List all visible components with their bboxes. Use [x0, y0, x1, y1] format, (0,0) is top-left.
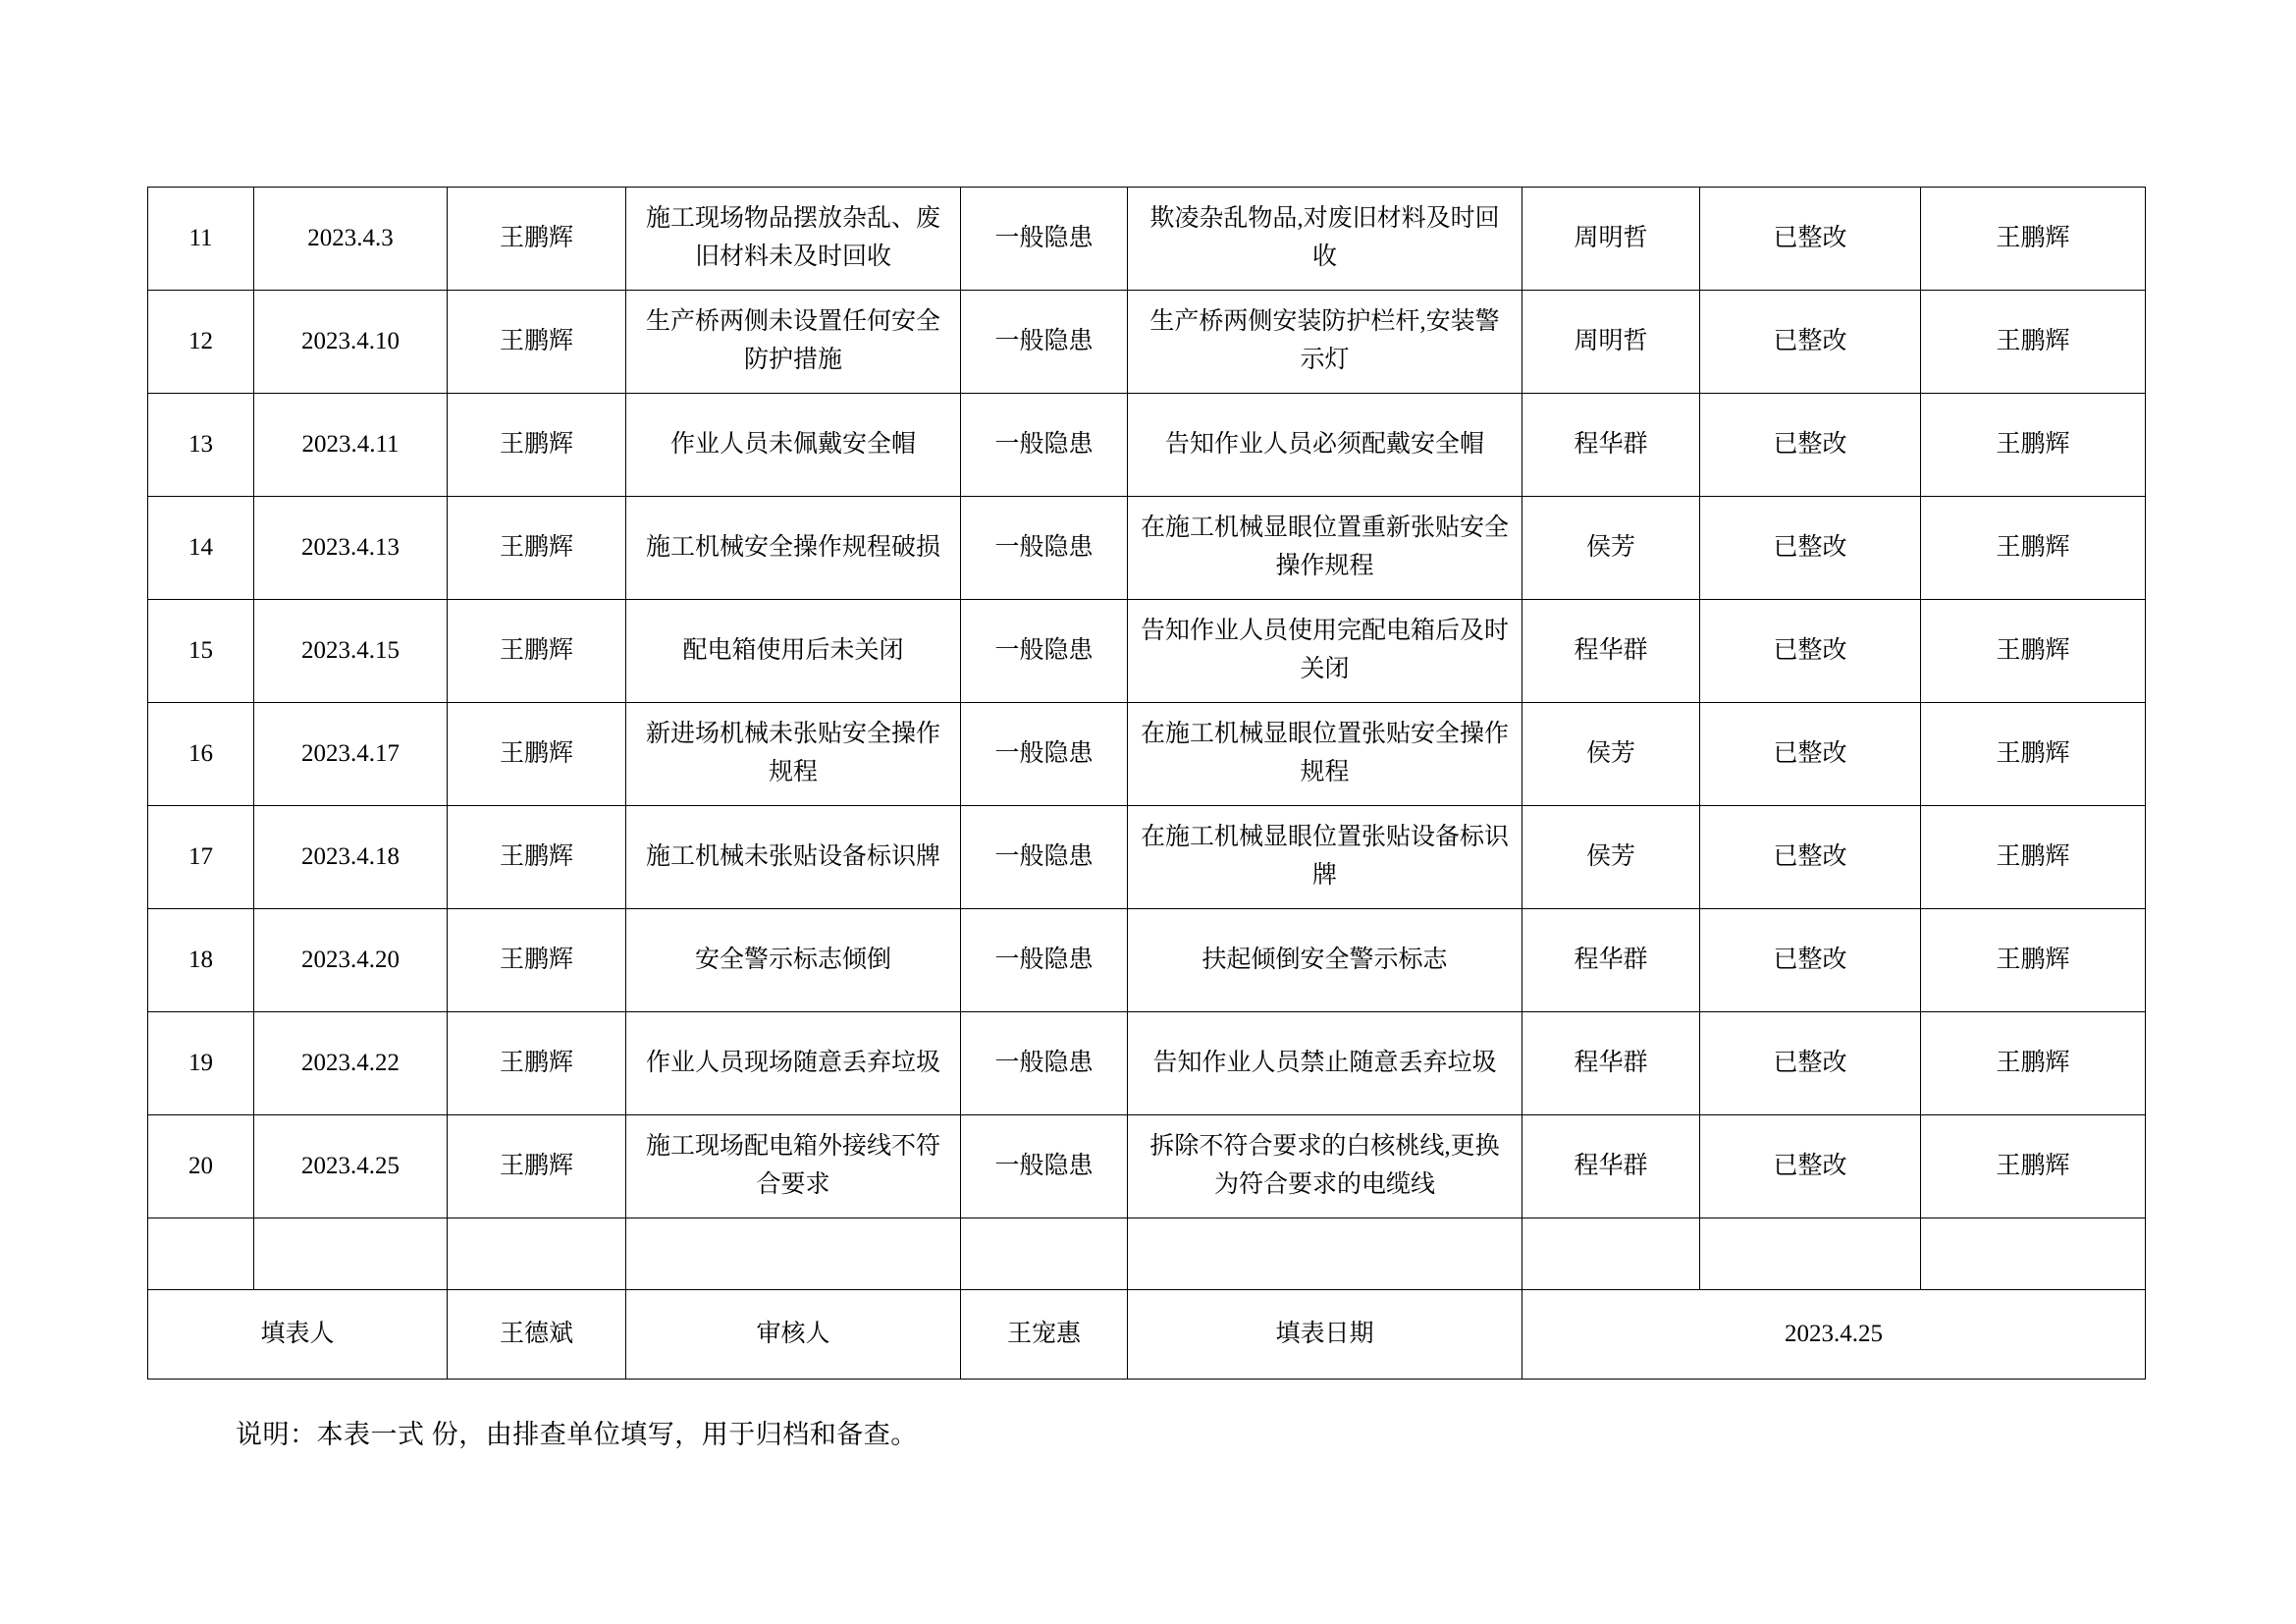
table-row — [148, 291, 2146, 394]
cell-hazard: 新进场机械未张贴安全操作规程 — [626, 703, 961, 806]
cell-hazard: 配电箱使用后未关闭 — [626, 600, 961, 703]
cell-level: 一般隐患 — [961, 1115, 1128, 1218]
cell-level: 一般隐患 — [961, 497, 1128, 600]
cell-verifier: 王鹏辉 — [1921, 909, 2146, 1012]
cell-no: 12 — [148, 291, 254, 394]
cell-no: 14 — [148, 497, 254, 600]
cell-measure: 欺凌杂乱物品,对废旧材料及时回收 — [1128, 188, 1522, 291]
cell-no: 13 — [148, 394, 254, 497]
cell-hazard: 施工现场物品摆放杂乱、废旧材料未及时回收 — [626, 188, 961, 291]
table-row — [148, 188, 2146, 291]
cell-status: 已整改 — [1700, 806, 1921, 909]
cell-date: 2023.4.13 — [254, 497, 448, 600]
cell-person: 程华群 — [1522, 1115, 1700, 1218]
cell-measure: 告知作业人员使用完配电箱后及时关闭 — [1128, 600, 1522, 703]
footer-reviewer-value: 王宠惠 — [961, 1290, 1128, 1380]
cell-date: 2023.4.11 — [254, 394, 448, 497]
table-row — [148, 394, 2146, 497]
cell-status: 已整改 — [1700, 1012, 1921, 1115]
table-row-empty — [148, 1218, 2146, 1290]
cell-checker: 王鹏辉 — [448, 600, 626, 703]
cell-hazard: 作业人员未佩戴安全帽 — [626, 394, 961, 497]
cell-measure: 告知作业人员必须配戴安全帽 — [1128, 394, 1522, 497]
cell-verifier: 王鹏辉 — [1921, 394, 2146, 497]
footer-filler-label: 填表人 — [148, 1290, 448, 1380]
table-row — [148, 600, 2146, 703]
cell-hazard: 施工机械安全操作规程破损 — [626, 497, 961, 600]
footer-date-value: 2023.4.25 — [1522, 1290, 2146, 1380]
cell-checker: 王鹏辉 — [448, 703, 626, 806]
cell-person: 侯芳 — [1522, 497, 1700, 600]
footer-reviewer-label: 审核人 — [626, 1290, 961, 1380]
cell-verifier: 王鹏辉 — [1921, 806, 2146, 909]
cell-measure — [1128, 1218, 1522, 1290]
table-note: 说明：本表一式 份，由排查单位填写，用于归档和备查。 — [236, 1420, 918, 1449]
cell-checker: 王鹏辉 — [448, 806, 626, 909]
cell-date: 2023.4.20 — [254, 909, 448, 1012]
cell-no — [148, 1218, 254, 1290]
cell-level: 一般隐患 — [961, 600, 1128, 703]
cell-measure: 生产桥两侧安装防护栏杆,安装警示灯 — [1128, 291, 1522, 394]
cell-status: 已整改 — [1700, 703, 1921, 806]
cell-checker — [448, 1218, 626, 1290]
cell-date: 2023.4.3 — [254, 188, 448, 291]
footer-date-label: 填表日期 — [1128, 1290, 1522, 1380]
cell-no: 16 — [148, 703, 254, 806]
footer-filler-value: 王德斌 — [448, 1290, 626, 1380]
cell-person: 周明哲 — [1522, 291, 1700, 394]
cell-hazard: 安全警示标志倾倒 — [626, 909, 961, 1012]
cell-date: 2023.4.17 — [254, 703, 448, 806]
cell-level: 一般隐患 — [961, 806, 1128, 909]
cell-person: 程华群 — [1522, 909, 1700, 1012]
cell-hazard: 施工现场配电箱外接线不符合要求 — [626, 1115, 961, 1218]
cell-hazard — [626, 1218, 961, 1290]
table-footer-row — [148, 1290, 2146, 1380]
cell-person: 周明哲 — [1522, 188, 1700, 291]
cell-checker: 王鹏辉 — [448, 909, 626, 1012]
cell-status: 已整改 — [1700, 600, 1921, 703]
cell-level: 一般隐患 — [961, 909, 1128, 1012]
cell-person: 侯芳 — [1522, 806, 1700, 909]
cell-date: 2023.4.25 — [254, 1115, 448, 1218]
cell-person: 程华群 — [1522, 1012, 1700, 1115]
cell-level: 一般隐患 — [961, 291, 1128, 394]
cell-date: 2023.4.15 — [254, 600, 448, 703]
cell-level — [961, 1218, 1128, 1290]
cell-level: 一般隐患 — [961, 394, 1128, 497]
cell-no: 11 — [148, 188, 254, 291]
cell-hazard: 施工机械未张贴设备标识牌 — [626, 806, 961, 909]
hazard-investigation-table — [147, 187, 2146, 1380]
cell-hazard: 作业人员现场随意丢弃垃圾 — [626, 1012, 961, 1115]
cell-verifier: 王鹏辉 — [1921, 1115, 2146, 1218]
cell-person: 程华群 — [1522, 600, 1700, 703]
cell-date — [254, 1218, 448, 1290]
cell-measure: 在施工机械显眼位置重新张贴安全操作规程 — [1128, 497, 1522, 600]
cell-person — [1522, 1218, 1700, 1290]
cell-date: 2023.4.10 — [254, 291, 448, 394]
cell-measure: 告知作业人员禁止随意丢弃垃圾 — [1128, 1012, 1522, 1115]
cell-checker: 王鹏辉 — [448, 394, 626, 497]
cell-level: 一般隐患 — [961, 188, 1128, 291]
cell-verifier: 王鹏辉 — [1921, 188, 2146, 291]
table-row — [148, 1012, 2146, 1115]
cell-verifier: 王鹏辉 — [1921, 497, 2146, 600]
cell-measure: 扶起倾倒安全警示标志 — [1128, 909, 1522, 1012]
cell-date: 2023.4.18 — [254, 806, 448, 909]
cell-status — [1700, 1218, 1921, 1290]
cell-verifier — [1921, 1218, 2146, 1290]
cell-verifier: 王鹏辉 — [1921, 703, 2146, 806]
table-row — [148, 806, 2146, 909]
cell-checker: 王鹏辉 — [448, 497, 626, 600]
cell-no: 17 — [148, 806, 254, 909]
cell-checker: 王鹏辉 — [448, 188, 626, 291]
cell-checker: 王鹏辉 — [448, 1115, 626, 1218]
cell-level: 一般隐患 — [961, 703, 1128, 806]
cell-measure: 在施工机械显眼位置张贴设备标识牌 — [1128, 806, 1522, 909]
cell-no: 15 — [148, 600, 254, 703]
cell-status: 已整改 — [1700, 1115, 1921, 1218]
cell-checker: 王鹏辉 — [448, 291, 626, 394]
cell-verifier: 王鹏辉 — [1921, 1012, 2146, 1115]
cell-no: 20 — [148, 1115, 254, 1218]
cell-measure: 拆除不符合要求的白核桃线,更换为符合要求的电缆线 — [1128, 1115, 1522, 1218]
cell-date: 2023.4.22 — [254, 1012, 448, 1115]
cell-status: 已整改 — [1700, 291, 1921, 394]
cell-status: 已整改 — [1700, 188, 1921, 291]
cell-status: 已整改 — [1700, 497, 1921, 600]
cell-person: 侯芳 — [1522, 703, 1700, 806]
cell-hazard: 生产桥两侧未设置任何安全防护措施 — [626, 291, 961, 394]
table-row — [148, 703, 2146, 806]
cell-measure: 在施工机械显眼位置张贴安全操作规程 — [1128, 703, 1522, 806]
cell-status: 已整改 — [1700, 909, 1921, 1012]
cell-person: 程华群 — [1522, 394, 1700, 497]
table-row — [148, 497, 2146, 600]
cell-status: 已整改 — [1700, 394, 1921, 497]
cell-verifier: 王鹏辉 — [1921, 291, 2146, 394]
cell-no: 19 — [148, 1012, 254, 1115]
cell-level: 一般隐患 — [961, 1012, 1128, 1115]
table-row — [148, 1115, 2146, 1218]
cell-checker: 王鹏辉 — [448, 1012, 626, 1115]
cell-verifier: 王鹏辉 — [1921, 600, 2146, 703]
cell-no: 18 — [148, 909, 254, 1012]
table-row — [148, 909, 2146, 1012]
